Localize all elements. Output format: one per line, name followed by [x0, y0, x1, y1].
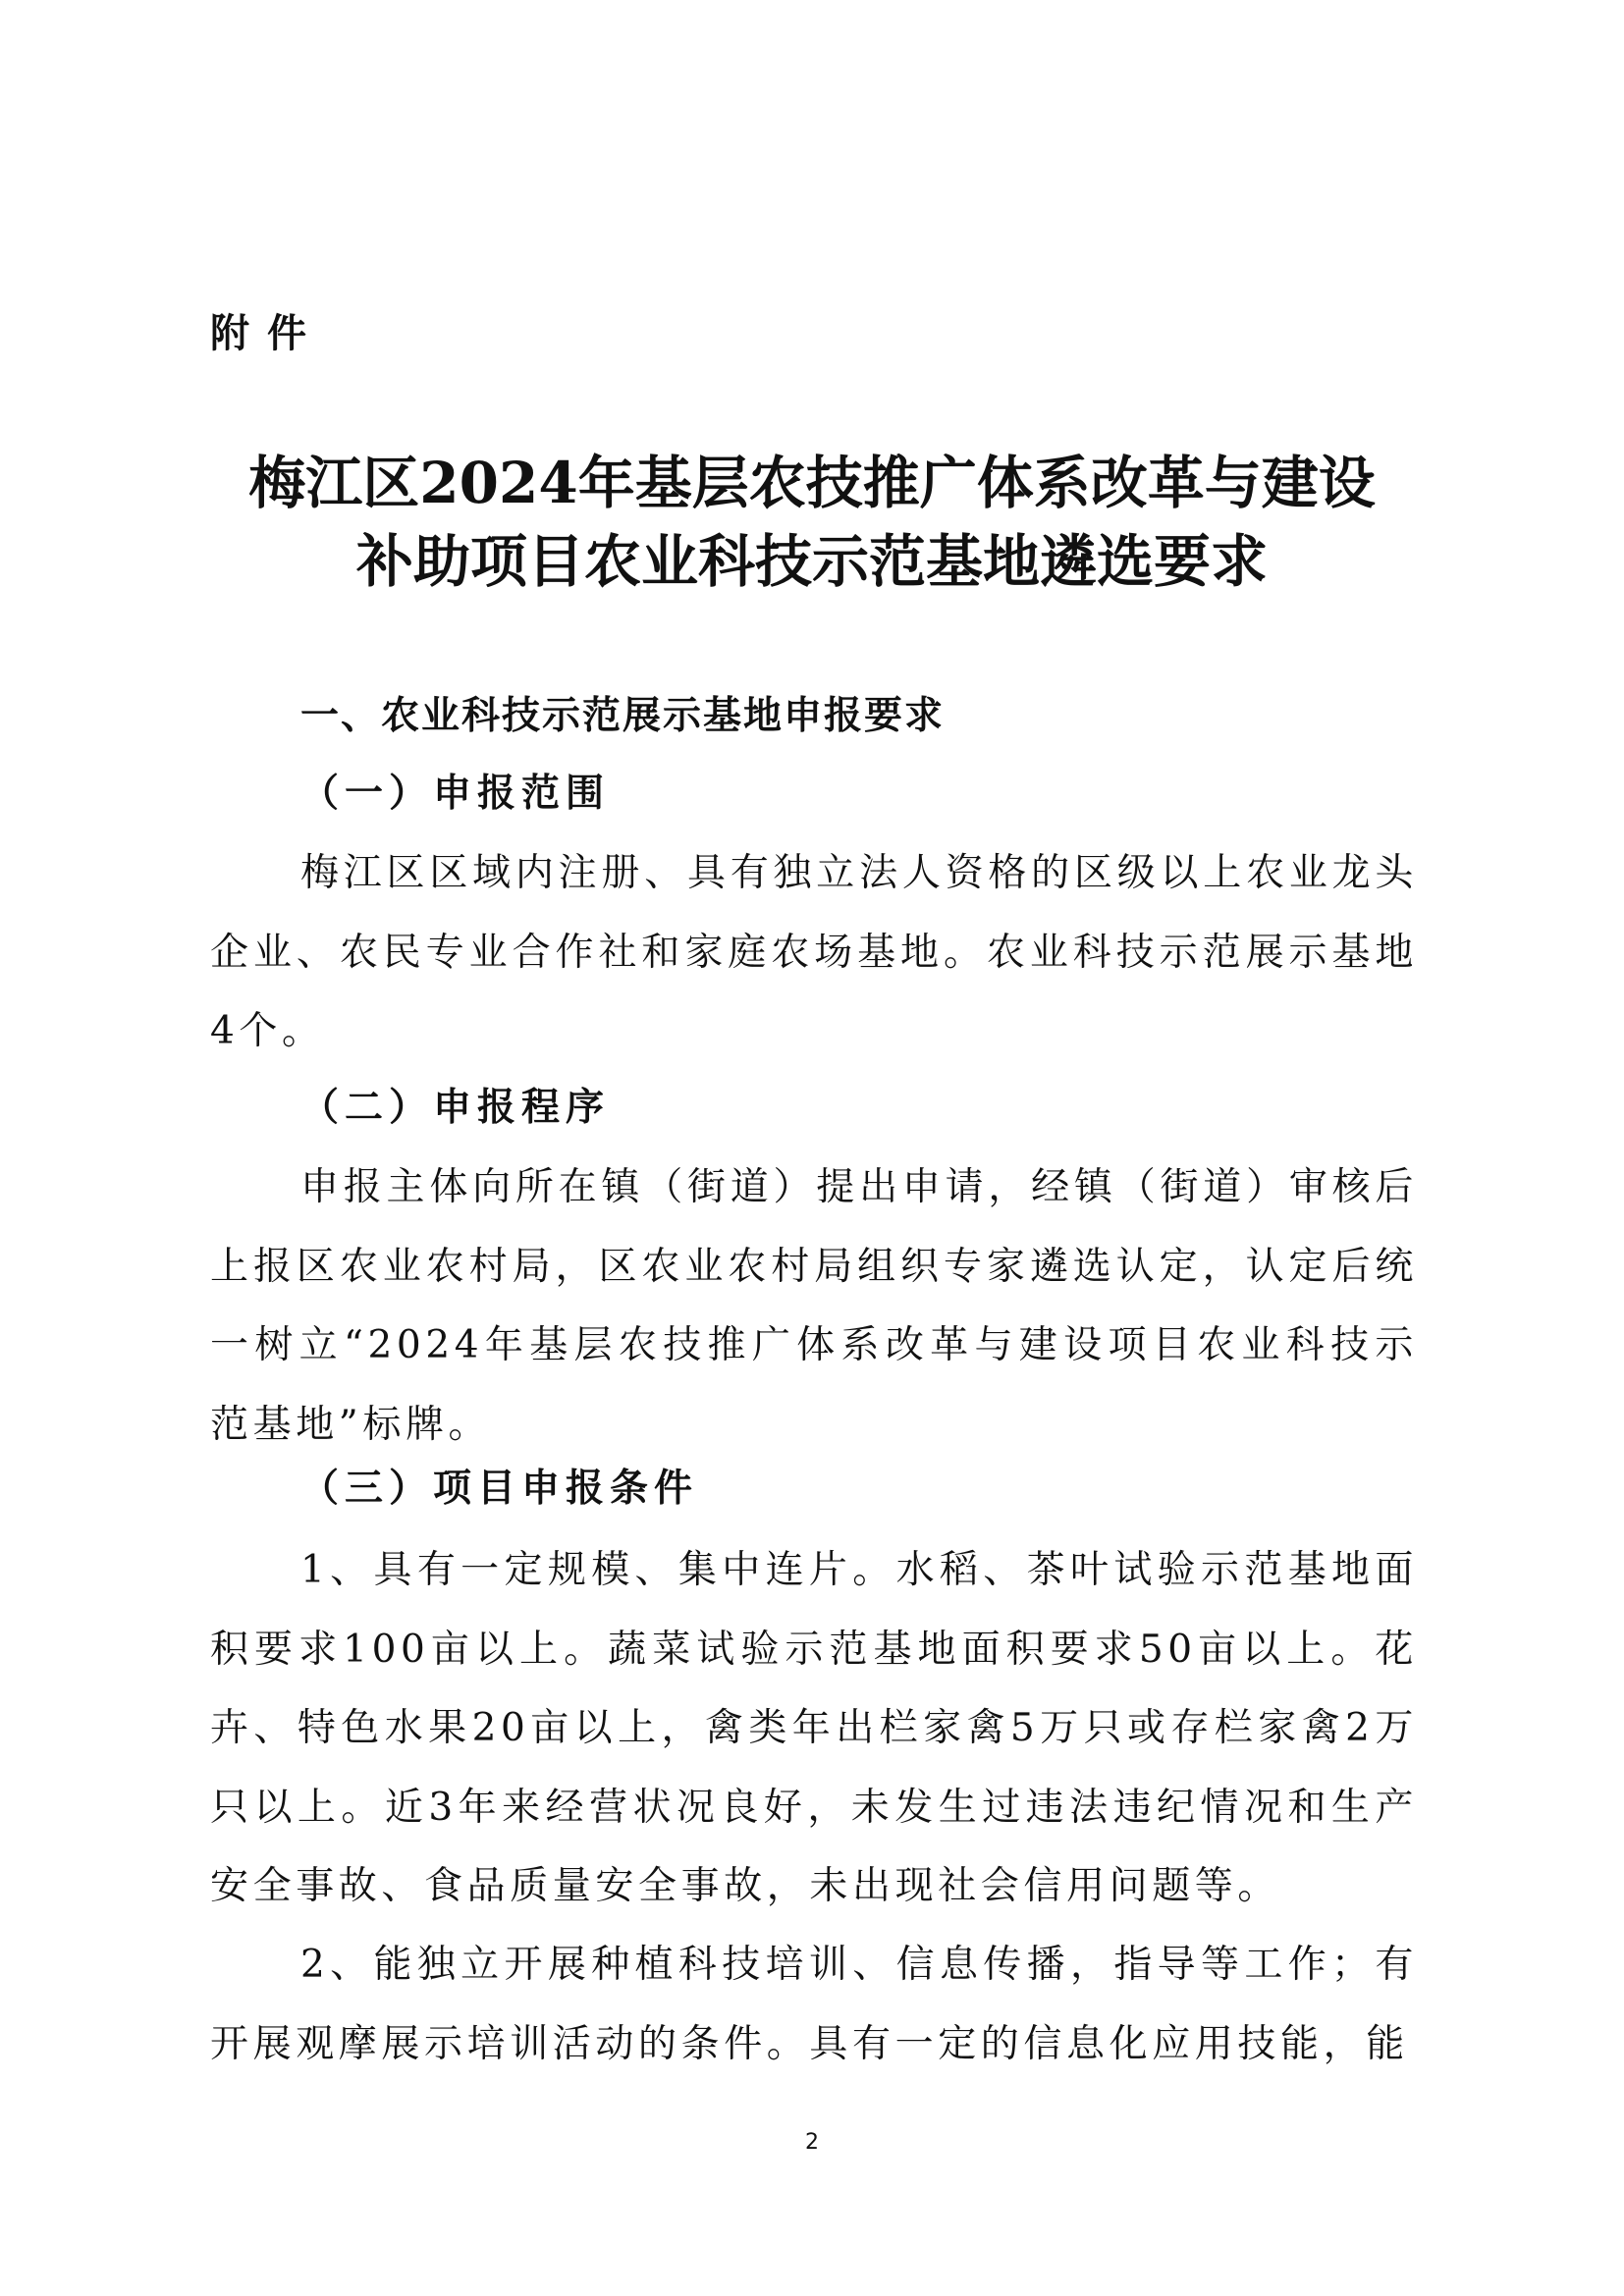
- page-number: 2: [805, 2130, 819, 2155]
- paragraph-scope: 梅江区区域内注册、具有独立法人资格的区级以上农业龙头企业、农民专业合作社和家庭农场基地。农业科技示范展示基地4个。: [210, 851, 1418, 1053]
- subsection-heading-conditions: （三）项目申报条件: [300, 1466, 699, 1511]
- document-title-line-2: 补助项目农业科技示范基地遴选要求: [355, 528, 1268, 595]
- document-title-line-1: 梅江区2024年基层农技推广体系改革与建设: [248, 450, 1376, 516]
- paragraph-condition-1: 1、具有一定规模、集中连片。水稻、茶叶试验示范基地面积要求100亩以上。蔬菜试验示范基地面积要求50亩以上。花卉、特色水果20亩以上，禽类年出栏家禽5万只或存栏家禽2万只以上。近3年来经营状况良好，未发生过违法违纪情况和生产安全事故、食品质量安全事故，未出现社会信用问题等。: [210, 1548, 1418, 1908]
- subsection-heading-procedure: （二）申报程序: [300, 1085, 611, 1130]
- subsection-heading-scope: （一）申报范围: [300, 771, 611, 816]
- paragraph-procedure: 申报主体向所在镇（街道）提出申请，经镇（街道）审核后上报区农业农村局，区农业农村局组织专家遴选认定，认定后统一树立“2024年基层农技推广体系改革与建设项目农业科技示范基地”标牌。: [210, 1165, 1418, 1447]
- section-heading: 一、农业科技示范展示基地申报要求: [300, 694, 946, 738]
- paragraph-condition-2: 2、能独立开展种植科技培训、信息传播，指导等工作；有开展观摩展示培训活动的条件。具有一定的信息化应用技能，能: [210, 1943, 1418, 2066]
- attachment-label: 附件: [210, 311, 324, 356]
